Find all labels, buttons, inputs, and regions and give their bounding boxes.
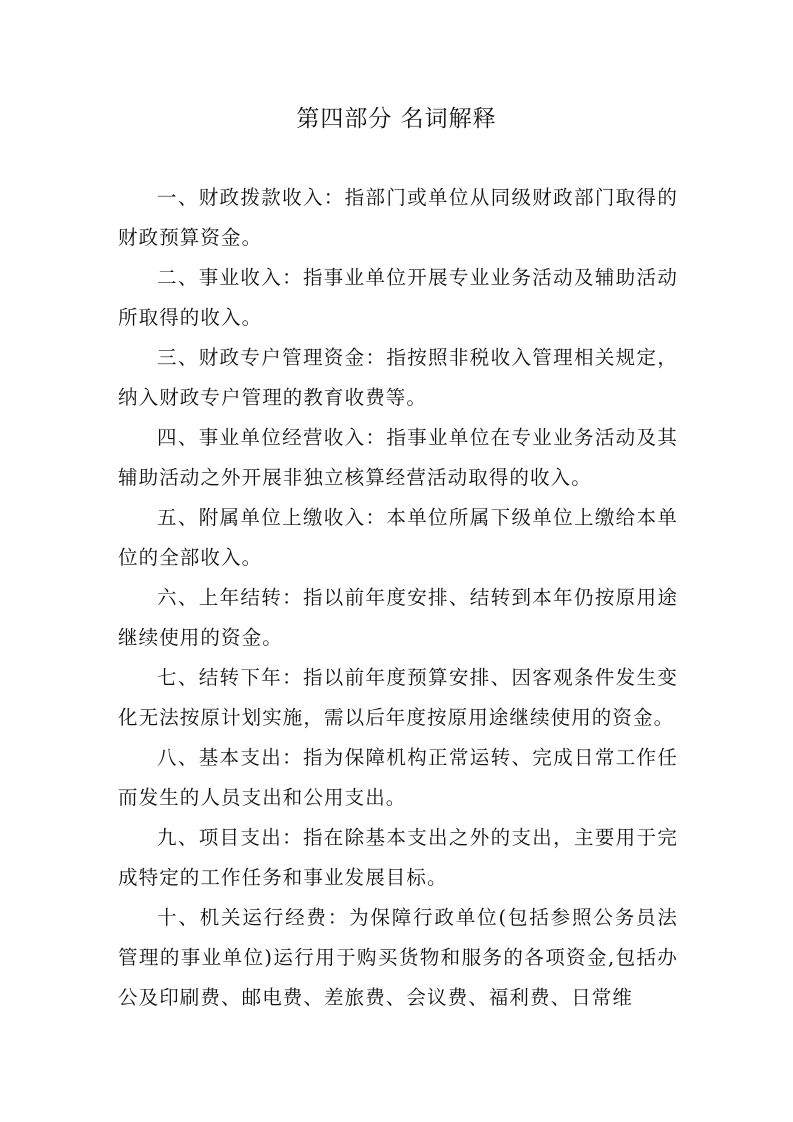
definition-agency-operating-expenses: 十、机关运行经费：为保障行政单位(包括参照公务员法管理的事业单位)运行用于购买货物和服务的各项资金,包括办公及印刷费、邮电费、差旅费、会议费、福利费、日常维 <box>118 906 678 1009</box>
definition-carryover-to-next-year: 七、结转下年：指以前年度预算安排、因客观条件发生变化无法按原计划实施，需以后年度按原用途继续使用的资金。 <box>118 666 678 729</box>
definition-project-expenditure: 九、项目支出：指在除基本支出之外的支出，主要用于完成特定的工作任务和事业发展目标。 <box>118 826 678 889</box>
definition-fiscal-appropriation-income: 一、财政拨款收入：指部门或单位从同级财政部门取得的财政预算资金。 <box>118 186 678 249</box>
definition-carryover-from-last-year: 六、上年结转：指以前年度安排、结转到本年仍按原用途继续使用的资金。 <box>118 586 678 649</box>
definition-business-income: 二、事业收入：指事业单位开展专业业务活动及辅助活动所取得的收入。 <box>118 266 678 329</box>
definition-operating-income: 四、事业单位经营收入：指事业单位在专业业务活动及其辅助活动之外开展非独立核算经营活动取得的收入。 <box>118 426 678 489</box>
definitions-body <box>118 178 678 1018</box>
definition-fiscal-special-account-funds: 三、财政专户管理资金：指按照非税收入管理相关规定，纳入财政专户管理的教育收费等。 <box>118 346 678 409</box>
page-title: 第四部分 名词解释 <box>296 106 497 132</box>
definition-basic-expenditure: 八、基本支出：指为保障机构正常运转、完成日常工作任而发生的人员支出和公用支出。 <box>118 746 678 809</box>
definition-subsidiary-remittance-income: 五、附属单位上缴收入：本单位所属下级单位上缴给本单位的全部收入。 <box>118 506 678 569</box>
